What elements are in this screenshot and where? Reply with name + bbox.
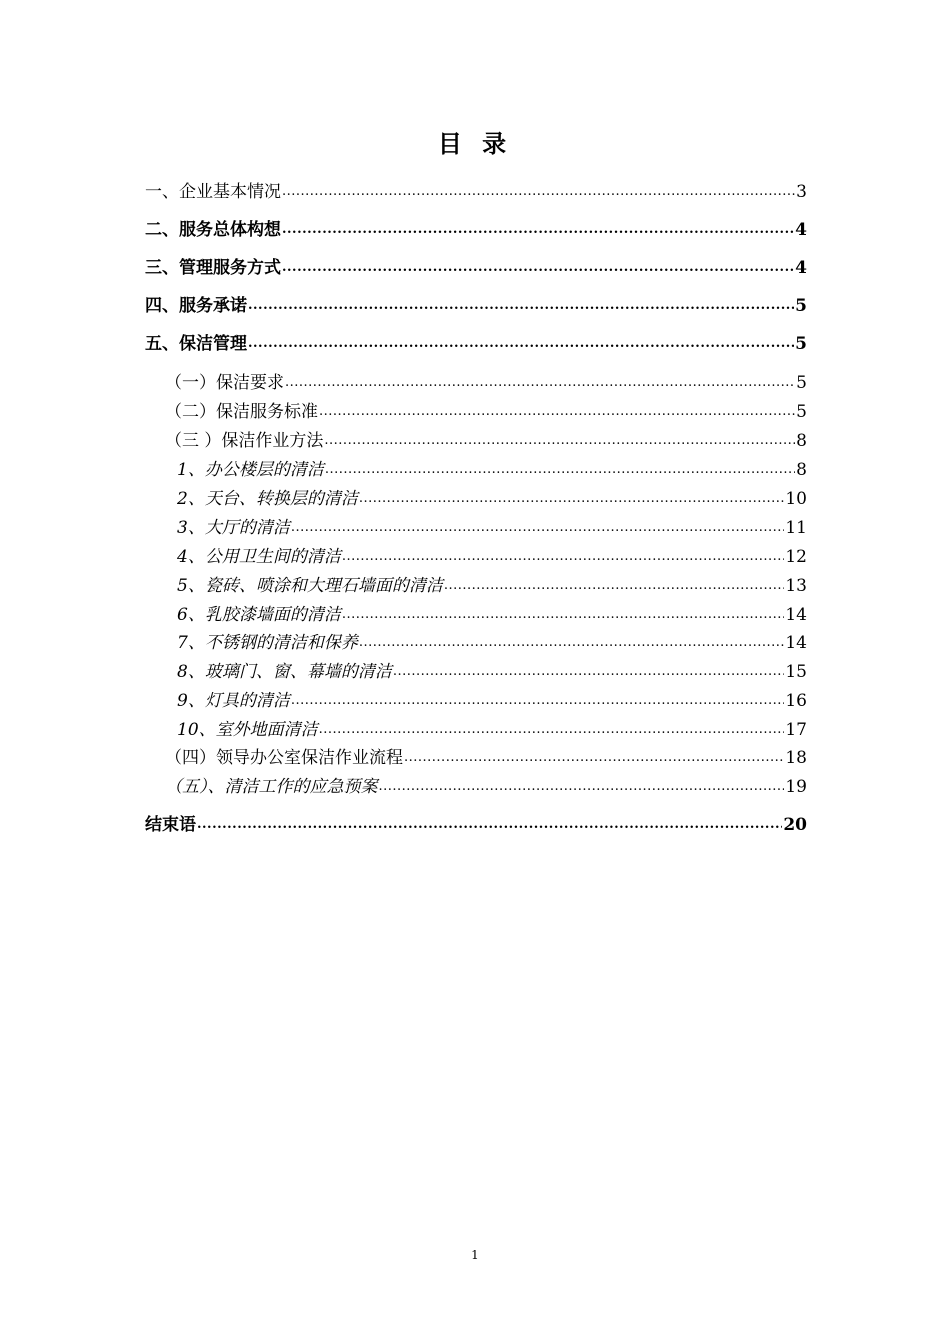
toc-entry-page: 4 bbox=[795, 220, 807, 240]
leader-dots bbox=[319, 401, 795, 423]
toc-entry-3[interactable] bbox=[145, 255, 807, 279]
toc-entry-15[interactable] bbox=[177, 630, 807, 654]
leader-dots bbox=[404, 747, 784, 769]
toc-entry-21[interactable] bbox=[145, 812, 807, 836]
toc-entry-page: 5 bbox=[795, 334, 807, 354]
leader-dots bbox=[342, 546, 785, 568]
leader-dots bbox=[359, 632, 785, 654]
toc-entry-label: 5、瓷砖、喷涂和大理石墙面的清洁 bbox=[177, 576, 443, 596]
toc-entry-page: 10 bbox=[785, 489, 807, 509]
leader-dots bbox=[379, 776, 785, 798]
toc-entry-label: 8、玻璃门、窗、幕墙的清洁 bbox=[177, 662, 392, 682]
toc-entry-label: 9、灯具的清洁 bbox=[177, 691, 290, 711]
toc-entry-page: 8 bbox=[796, 460, 807, 480]
toc-entry-1[interactable] bbox=[145, 179, 807, 203]
toc-entry-page: 15 bbox=[785, 662, 807, 682]
page-number: 1 bbox=[471, 1248, 479, 1262]
toc-entry-page: 17 bbox=[785, 720, 807, 740]
toc-entry-label: 结束语 bbox=[145, 815, 196, 835]
toc-entry-11[interactable] bbox=[177, 515, 807, 539]
leader-dots bbox=[393, 661, 785, 683]
toc-entry-label: 1、办公楼层的清洁 bbox=[177, 460, 324, 480]
toc-entry-17[interactable] bbox=[177, 688, 807, 712]
toc-entry-6[interactable] bbox=[165, 370, 807, 394]
toc-entry-label: 五、保洁管理 bbox=[145, 334, 247, 354]
toc-entry-label: 7、不锈钢的清洁和保养 bbox=[177, 633, 358, 653]
toc-entry-label: （五）、清洁工作的应急预案 bbox=[165, 777, 378, 797]
toc-entry-2[interactable] bbox=[145, 217, 807, 241]
toc-entry-14[interactable] bbox=[177, 602, 807, 626]
toc-entry-4[interactable] bbox=[145, 293, 807, 317]
toc-entry-page: 5 bbox=[796, 373, 807, 393]
toc-entry-page: 20 bbox=[783, 815, 807, 835]
leader-dots bbox=[248, 295, 794, 317]
toc-entry-label: 四、服务承诺 bbox=[145, 296, 247, 316]
leader-dots bbox=[197, 814, 782, 836]
leader-dots bbox=[285, 372, 795, 394]
toc-entry-page: 18 bbox=[785, 748, 807, 768]
toc-entry-page: 13 bbox=[785, 576, 807, 596]
toc-entry-page: 8 bbox=[796, 431, 807, 451]
leader-dots bbox=[359, 488, 785, 510]
toc-title: 目 录 bbox=[437, 129, 513, 158]
toc-entry-8[interactable] bbox=[165, 428, 807, 452]
toc-entry-label: 4、公用卫生间的清洁 bbox=[177, 547, 341, 567]
toc-entry-9[interactable] bbox=[177, 457, 807, 481]
toc-entry-5[interactable] bbox=[145, 331, 807, 355]
toc-entry-16[interactable] bbox=[177, 659, 807, 683]
toc-entry-20[interactable] bbox=[165, 774, 807, 798]
toc-entry-page: 5 bbox=[795, 296, 807, 316]
leader-dots bbox=[282, 257, 794, 279]
leader-dots bbox=[324, 430, 795, 452]
leader-dots bbox=[282, 181, 795, 203]
toc-entry-label: （四）领导办公室保洁作业流程 bbox=[165, 748, 403, 768]
toc-entry-page: 5 bbox=[796, 402, 807, 422]
leader-dots bbox=[282, 219, 794, 241]
leader-dots bbox=[291, 517, 785, 539]
toc-entry-page: 11 bbox=[785, 518, 807, 538]
toc-entry-label: 10、室外地面清洁 bbox=[177, 720, 318, 740]
toc-entry-page: 16 bbox=[785, 691, 807, 711]
toc-entry-12[interactable] bbox=[177, 544, 807, 568]
leader-dots bbox=[319, 719, 785, 741]
toc-entry-page: 4 bbox=[795, 258, 807, 278]
toc-entry-label: 三、管理服务方式 bbox=[145, 258, 281, 278]
toc-entry-label: （三 ）保洁作业方法 bbox=[165, 431, 324, 451]
toc-entry-label: （二）保洁服务标准 bbox=[165, 402, 318, 422]
toc-entry-label: 2、天台、转换层的清洁 bbox=[177, 489, 358, 509]
leader-dots bbox=[444, 575, 785, 597]
toc-entry-page: 12 bbox=[785, 547, 807, 567]
toc-entry-page: 19 bbox=[785, 777, 807, 797]
toc-entry-label: （一）保洁要求 bbox=[165, 373, 284, 393]
leader-dots bbox=[342, 604, 785, 626]
toc-entry-label: 一、企业基本情况 bbox=[145, 182, 281, 202]
leader-dots bbox=[325, 459, 795, 481]
toc-entry-label: 6、乳胶漆墙面的清洁 bbox=[177, 605, 341, 625]
toc-entry-13[interactable] bbox=[177, 573, 807, 597]
toc-entry-7[interactable] bbox=[165, 399, 807, 423]
toc-entry-page: 14 bbox=[785, 605, 807, 625]
toc-entry-page: 3 bbox=[796, 182, 807, 202]
leader-dots bbox=[291, 690, 785, 712]
toc-entry-18[interactable] bbox=[177, 717, 807, 741]
toc-entry-10[interactable] bbox=[177, 486, 807, 510]
leader-dots bbox=[248, 333, 794, 355]
toc-entry-label: 二、服务总体构想 bbox=[145, 220, 281, 240]
toc-entry-label: 3、大厅的清洁 bbox=[177, 518, 290, 538]
toc-entry-19[interactable] bbox=[165, 745, 807, 769]
toc-entry-page: 14 bbox=[785, 633, 807, 653]
